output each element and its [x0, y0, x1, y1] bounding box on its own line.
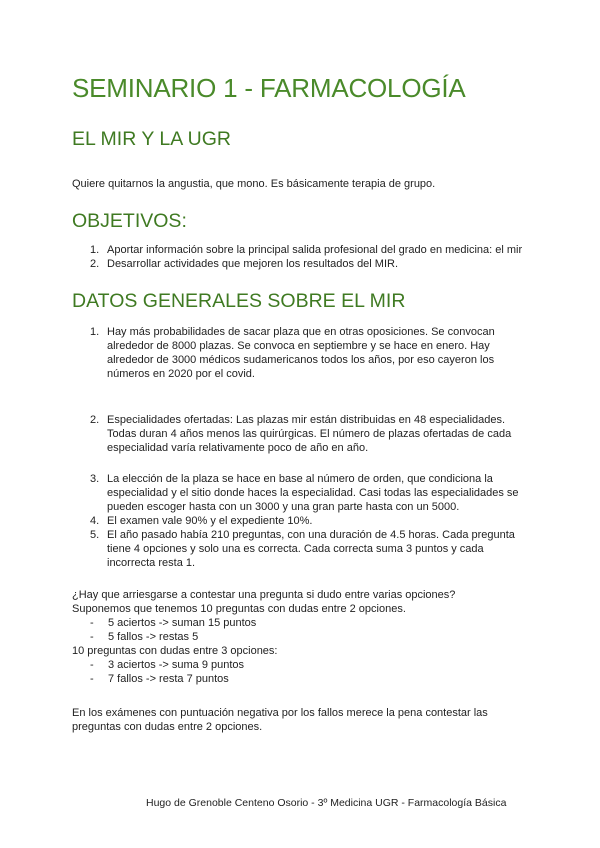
- question-line: Suponemos que tenemos 10 preguntas con dudas entre 2 opciones.: [72, 603, 406, 615]
- list-item: - 7 fallos -> resta 7 puntos: [90, 673, 229, 685]
- question-line: ¿Hay que arriesgarse a contestar una pregunta si dudo entre varias opciones?: [72, 589, 456, 601]
- list-item: 2. Desarrollar actividades que mejoren los resultados del MIR.: [90, 258, 399, 270]
- intro-paragraph: Quiere quitarnos la angustia, que mono. Es básicamente terapia de grupo.: [72, 178, 436, 190]
- datos-list-b: [90, 413, 527, 455]
- section-heading-datos-generales: DATOS GENERALES SOBRE EL MIR: [72, 290, 406, 312]
- datos-list-a: [90, 325, 527, 381]
- question-line: 10 preguntas con dudas entre 3 opciones:: [72, 645, 278, 657]
- conclusion-paragraph: En los exámenes con puntuación negativa por los fallos merece la pena contestar las preguntas con dudas entre 2 opciones.: [72, 707, 488, 733]
- list-item: 2. Especialidades ofertadas: Las plazas mir están distribuidas en 48 especialidades. Todas duran 4 años menos las quirúrgicas. El número de plazas ofertadas de cada especialidad varía relativamente poco de año en año.: [90, 414, 512, 454]
- dash-list-2-options: [72, 616, 532, 644]
- datos-list-c: [90, 472, 527, 570]
- list-item: - 5 aciertos -> suman 15 puntos: [90, 617, 257, 629]
- section-heading-objetivos: OBJETIVOS:: [72, 210, 187, 232]
- list-item: 3. La elección de la plaza se hace en base al número de orden, que condiciona la especialidad y el sitio donde haces la especialidad. Casi todas las especialidades se pueden escoger hasta con un 3000 y una gran parte hasta con un 5000.: [90, 473, 519, 513]
- page-footer: Hugo de Grenoble Centeno Osorio - 3º Medicina UGR - Farmacología Básica: [146, 797, 507, 809]
- section-heading-mir-ugr: EL MIR Y LA UGR: [72, 128, 231, 150]
- list-item: 1. Hay más probabilidades de sacar plaza que en otras oposiciones. Se convocan alrededor de 8000 plazas. Se convoca en septiembre y se hace en enero. Hay alrededor de 3000 médicos sudamericanos todos los años, por eso cayeron los números en 2020 por el covid.: [90, 326, 495, 380]
- list-item: - 3 aciertos -> suma 9 puntos: [90, 659, 245, 671]
- dash-list-3-options: [72, 658, 532, 686]
- list-item: 5. El año pasado había 210 preguntas, con una duración de 4.5 horas. Cada pregunta tiene 4 opciones y solo una es correcta. Cada correcta suma 3 puntos y cada incorrecta resta 1.: [90, 529, 515, 569]
- objetivos-list: [90, 243, 547, 271]
- list-item: - 5 fallos -> restas 5: [90, 631, 199, 643]
- document-title: SEMINARIO 1 - FARMACOLOGÍA: [72, 73, 466, 103]
- list-item: 4. El examen vale 90% y el expediente 10%.: [90, 515, 313, 527]
- list-item: 1. Aportar información sobre la principal salida profesional del grado en medicina: el mir: [90, 244, 523, 256]
- question-block: [72, 588, 532, 686]
